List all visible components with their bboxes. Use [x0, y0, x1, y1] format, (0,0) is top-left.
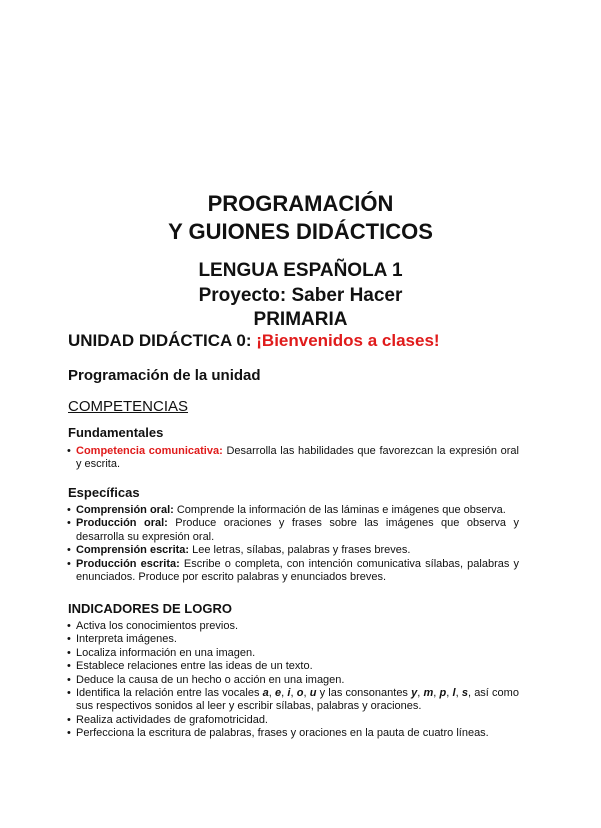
project-title: Proyecto: Saber Hacer [198, 285, 403, 306]
unit-name: ¡Bienvenidos a clases! [256, 331, 440, 350]
list-item: • Activa los conocimientos previos. [67, 620, 519, 633]
competencias-heading: COMPETENCIAS [68, 398, 189, 415]
unit-heading [68, 330, 440, 352]
fundamentales-list [67, 445, 519, 472]
list-item: • Competencia comunicativa: Desarrolla las habilidades que favorezcan la expresión oral y escrita. [67, 445, 519, 472]
list-item: • Comprensión escrita: Lee letras, sílabas, palabras y frases breves. [67, 544, 519, 557]
level-title: PRIMARIA [253, 309, 348, 330]
list-item: • Producción oral: Produce oraciones y frases sobre las imágenes que observa y desarrolla su expresión oral. [67, 517, 519, 544]
fundamentales-heading: Fundamentales [68, 425, 164, 440]
list-item: • Perfecciona la escritura de palabras, frases y oraciones en la pauta de cuatro líneas. [67, 727, 519, 740]
unit-label: UNIDAD DIDÁCTICA 0: [68, 331, 257, 350]
indicadores-heading: INDICADORES DE LOGRO [68, 601, 232, 616]
list-item: • Producción escrita: Escribe o completa, con intención comunicativa sílabas, palabras y enunciados. Produce por escrito palabras y enunciados breves. [67, 558, 519, 585]
list-item: • Interpreta imágenes. [67, 633, 519, 646]
especificas-list [67, 504, 519, 584]
subject-title: LENGUA ESPAÑOLA 1 [198, 260, 403, 281]
list-item: • Comprensión oral: Comprende la información de las láminas e imágenes que observa. [67, 504, 519, 517]
doc-title-line-1: PROGRAMACIÓN [207, 191, 394, 216]
list-item: • Identifica la relación entre las vocales a, e, i, o, u y las consonantes y, m, p, l, s, así como sus respectivos sonidos al leer y escribir sílabas, palabras y oraciones. [67, 687, 519, 714]
section-title: Programación de la unidad [68, 367, 261, 384]
list-item: • Realiza actividades de grafomotricidad. [67, 714, 519, 727]
list-item: • Deduce la causa de un hecho o acción en una imagen. [67, 674, 519, 687]
indicadores-list [67, 620, 519, 741]
doc-title-line-2: Y GUIONES DIDÁCTICOS [168, 219, 433, 244]
list-item: • Localiza información en una imagen. [67, 647, 519, 660]
list-item: • Establece relaciones entre las ideas de un texto. [67, 660, 519, 673]
especificas-heading: Específicas [68, 485, 140, 500]
